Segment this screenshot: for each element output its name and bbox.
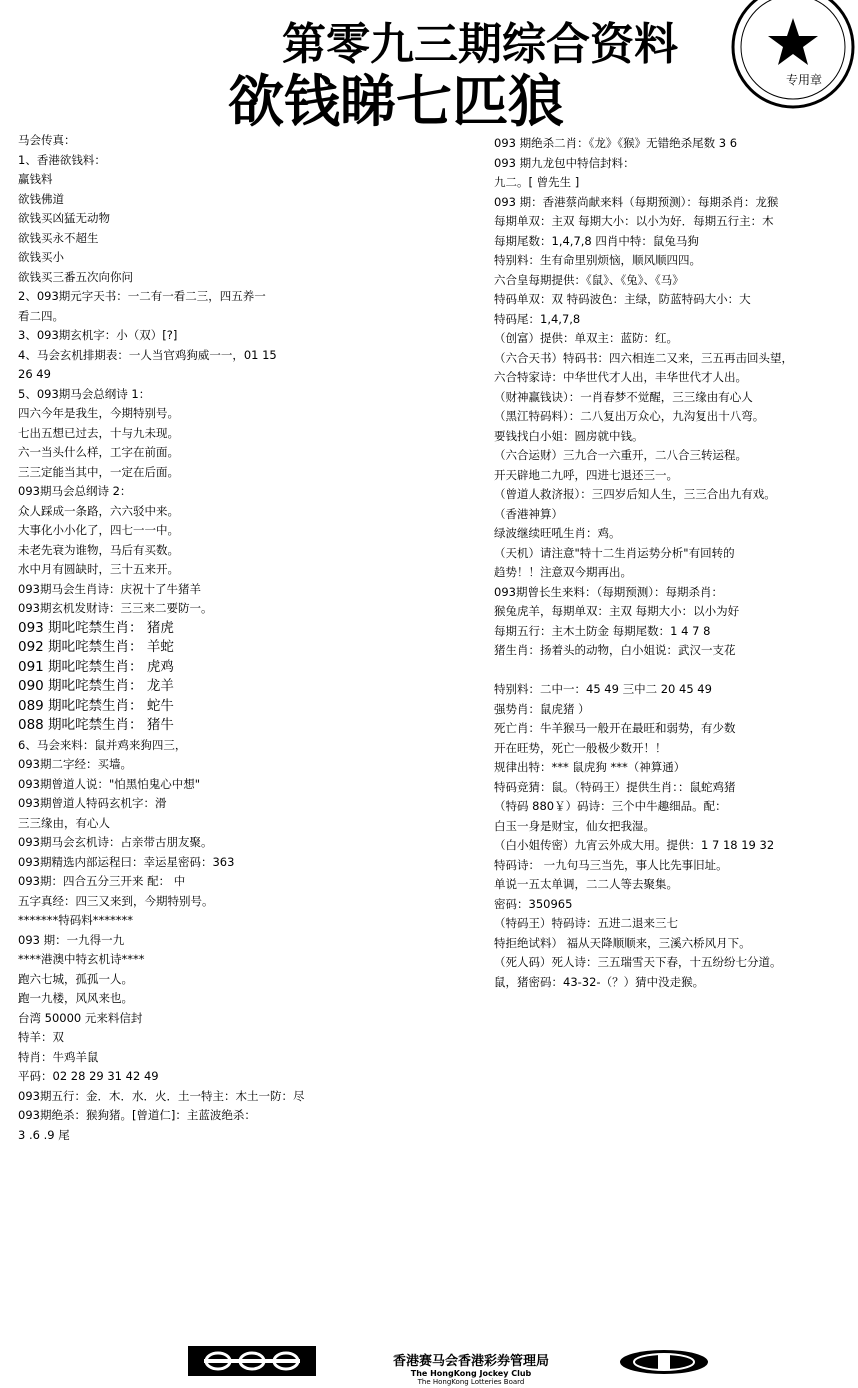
right-column: [494, 134, 804, 992]
right-line: （白小姐传密）九宵云外成大用。提供：1 7 18 19 32: [494, 838, 775, 852]
right-line: 特码单双：双 特码波色：主绿，防蓝特码大小：大: [494, 292, 751, 306]
left-line: 6、马会来料：鼠并鸡来狗四三，: [18, 737, 187, 752]
left-line: 093期曾道人特码玄机字：滑: [18, 796, 167, 810]
left-line: 2、093期元字天书：一二有一看二三，四五养一: [18, 289, 266, 303]
left-line: 三三缘由，有心人: [18, 815, 110, 830]
footer-org-en-2: The HongKong Lotteries Board: [417, 1378, 525, 1386]
left-line: 看二四。: [18, 308, 64, 323]
right-line: 猴兔虎羊，每期单双：主双 每期大小：以小为好: [494, 604, 740, 618]
left-line: ****港澳中特玄机诗****: [18, 952, 145, 966]
right-line: 每期单双：主双 每期大小：以小为好．每期五行主：木: [494, 214, 774, 228]
right-line: 093 期九龙包中特信封料：: [494, 155, 635, 170]
footer-org-name: 香港赛马会香港彩券管理局: [392, 1354, 549, 1369]
right-line: 特别料：生有命里别烦恼，顺风顺四四。: [494, 253, 701, 267]
left-line: 台湾 50000 元来料信封: [18, 1010, 143, 1025]
left-line: 五字真经：四三又来到，今期特别号。: [18, 893, 214, 908]
lotteries-logo: [618, 1348, 710, 1376]
right-line: 白玉一身是财宝，仙女把我湿。: [494, 818, 655, 833]
footer-org: [332, 1350, 610, 1384]
right-line: 绿波继续旺吼生肖：鸡。: [494, 526, 621, 540]
left-line: 093期曾道人说："怕黑怕鬼心中想": [18, 776, 201, 791]
seal-stamp: [728, 0, 858, 112]
right-line: 单说一五太单调，二二人等去聚集。: [494, 877, 678, 891]
left-line: 特羊：双: [18, 1030, 64, 1044]
left-line: 马会传真：: [18, 133, 76, 147]
right-line: 六合皇每期提供：《鼠》、《兔》、《马》: [494, 272, 684, 287]
right-line: （曾道人救济报）：三四岁后知人生，三三合出九有戏。: [494, 487, 776, 501]
left-line: 093期五行：金．木．水．火．土一特主：木土一防：尽: [18, 1088, 305, 1103]
right-line: （香港神算）: [494, 506, 563, 521]
left-line: 水中月有圆缺时，三十五来开。: [18, 562, 179, 576]
right-line: （特码 880￥）码诗：三个中牛趣细品。配：: [494, 799, 727, 813]
left-line: 七出五想已过去，十与九未现。: [18, 425, 179, 440]
right-line: 093 期绝杀二肖：《龙》《猴》无错绝杀尾数 3 6: [494, 136, 738, 150]
left-line: 特肖：牛鸡羊鼠: [18, 1049, 99, 1064]
left-line: 六一当头什么样，工字在前面。: [18, 445, 179, 459]
left-line: 大事化小小化了，四七一一中。: [18, 523, 179, 537]
left-line: 平码：02 28 29 31 42 49: [18, 1069, 159, 1083]
left-column: [18, 131, 318, 1145]
title-line-2: 欲钱睇七匹狼: [228, 70, 564, 135]
left-line: 093期精选内部运程曰：幸运星密码：363: [18, 854, 235, 869]
left-line: 跑一九楼，风风来也。: [18, 991, 133, 1005]
left-line: 5、093期马会总纲诗 1：: [18, 386, 151, 401]
left-line: 091 期叱咤禁生肖： 虎鸡: [18, 658, 174, 675]
right-line: 开在旺势，死亡一般极少数开！！: [494, 740, 667, 755]
right-line: 特拒绝试料） 福从天降顺顺来，三溪六桥风月下。: [494, 935, 751, 950]
right-line: 每期五行：主木土防金 每期尾数：1 4 7 8: [494, 623, 711, 638]
right-line: 强势肖：鼠虎猪 ）: [494, 701, 590, 716]
right-line: （黑江特码料）：二八复出万众心，九沟复出十八弯。: [494, 409, 765, 423]
left-line: 093期二字经：买墙。: [18, 757, 132, 771]
right-line: 密码：350965: [494, 896, 573, 911]
right-line: 鼠，猪密码：43-32-（？）猜中没走猴。: [494, 974, 705, 989]
right-line: 093 期：香港蔡尚献来料（每期预测）：每期杀肖：龙猴: [494, 194, 779, 209]
right-line: （六合运财）三九合一六重开，二八合三转运程。: [494, 448, 747, 462]
right-line: 六合特家诗：中华世代才人出，丰华世代才人出。: [494, 370, 747, 384]
left-line: 093 期：一九得一九: [18, 932, 125, 947]
left-line: 3 .6 .9 尾: [18, 1127, 70, 1142]
right-line: （特码王）特码诗：五进二退来三七: [494, 916, 678, 930]
left-line: 未老先衰为谁物，马后有买数。: [18, 542, 179, 557]
left-line: 1、香港欲钱料：: [18, 152, 106, 167]
left-line: 093期马会玄机诗：占亲带古朋友聚。: [18, 835, 213, 849]
left-line: 欲钱佛道: [18, 191, 64, 206]
left-line: 092 期叱咤禁生肖： 羊蛇: [18, 639, 174, 655]
right-line: 九二。[ 曾先生 ]: [494, 175, 580, 189]
right-line: （天机）请注意"特十二生肖运势分析"有回转的: [494, 545, 735, 560]
left-line: *******特码料*******: [18, 913, 133, 927]
left-line: 093 期叱咤禁生肖： 猪虎: [18, 619, 174, 636]
left-line: 欲钱买永不超生: [18, 230, 99, 245]
left-line: 093期绝杀：猴狗猪。[曾道仁]：主蓝波绝杀：: [18, 1108, 256, 1122]
left-line: 三三定能当其中，一定在后面。: [18, 464, 179, 479]
svg-text:专用章: 专用章: [786, 73, 823, 87]
left-line: 093期马会生肖诗：庆祝十了牛猪羊: [18, 581, 201, 596]
left-line: 欲钱买小: [18, 250, 64, 264]
right-line: 特码尾：1,4,7,8: [494, 311, 581, 326]
left-line: 089 期叱咤禁生肖： 蛇牛: [18, 697, 174, 714]
right-line: 死亡肖：牛羊猴马一般开在最旺和弱势，有少数: [494, 721, 736, 735]
left-line: 093期马会总纲诗 2：: [18, 484, 132, 498]
right-line: （财神赢钱诀）：一肖春梦不觉醒，三三缘由有心人: [494, 389, 753, 404]
right-line: 开天辟地二九呼，四进七退还三一。: [494, 467, 678, 482]
star-icon: [768, 18, 818, 65]
right-line: 猪生肖：扬着头的动物，白小姐说：武汉一支花: [494, 643, 736, 657]
left-line: 欲钱买三番五次向你问: [18, 269, 133, 284]
left-line: 090 期叱咤禁生肖： 龙羊: [18, 678, 174, 694]
left-line: 3、093期玄机字：小（双）[?]: [18, 328, 178, 342]
left-line: 088 期叱咤禁生肖： 猪牛: [18, 717, 174, 733]
left-line: 四六今年是我生，今期特别号。: [18, 406, 179, 420]
right-line: 特码竞猜：鼠。（特码王）提供生肖：：鼠蛇鸡猪: [494, 779, 736, 794]
right-line: 要钱找白小姐：圆房就中钱。: [494, 428, 644, 443]
right-line: （六合天书）特码书：四六相连二又来，三五再击回头望，: [494, 350, 793, 365]
left-line: 093期：四合五分三开来 配： 中: [18, 874, 186, 888]
left-line: 赢钱料: [18, 172, 53, 186]
left-line: 26 49: [18, 367, 51, 381]
right-line: 规律出特：*** 鼠虎狗 ***（神算通）: [494, 760, 686, 774]
left-line: 4、马会玄机排期表：一人当官鸡狗威一一，01 15: [18, 347, 277, 362]
footer-org-en-1: The HongKong Jockey Club: [410, 1369, 532, 1378]
right-line: （死人码）死人诗：三五瑞雪天下春，十五纷纷七分道。: [494, 955, 782, 969]
left-line: 欲钱买凶猛无动物: [18, 211, 110, 225]
right-line: 093期曾长生来料：（每期预测）：每期杀肖：: [494, 584, 723, 599]
left-line: 众人踩成一条路，六六驳中来。: [18, 503, 179, 518]
right-line: [494, 661, 804, 681]
right-line: 每期尾数：1,4,7,8 四肖中特：鼠兔马狗: [494, 233, 699, 248]
right-line: 趋势！！注意双今期再出。: [494, 565, 632, 579]
right-line: 特码诗： 一九句马三当先，事人比先事旧址。: [494, 857, 728, 872]
right-line: （创富）提供：单双主：蓝防：红。: [494, 331, 678, 345]
right-line: 特别料：二中一：45 49 三中二 20 45 49: [494, 682, 712, 696]
left-line: 093期玄机发财诗：三三来二要防一。: [18, 601, 213, 615]
left-line: 跑六七城，孤孤一人。: [18, 971, 133, 986]
jockey-club-logo: [188, 1346, 316, 1376]
title-line-1: 第零九三期综合资料: [282, 19, 678, 70]
